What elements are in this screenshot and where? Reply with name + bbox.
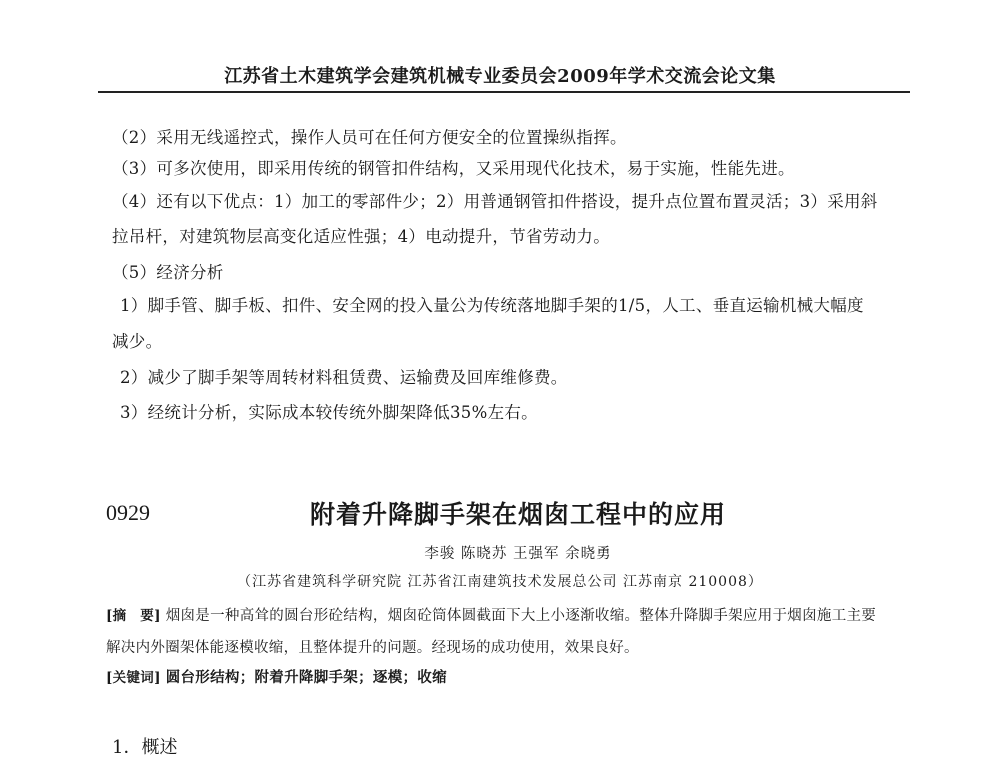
- section-heading: 1．概述: [112, 737, 178, 758]
- article-affiliation: （江苏省建筑科学研究院 江苏省江南建筑技术发展总公司 江苏南京 210008）: [237, 574, 763, 590]
- keywords-label: [关键词]: [106, 670, 161, 686]
- prev-line-6: 1）脚手管、脚手板、扣件、安全网的投入量公为传统落地脚手架的1/5，人工、垂直运输机械大幅度: [120, 296, 864, 315]
- prev-line-1: （2）采用无线遥控式，操作人员可在任何方便安全的位置操纵指挥。: [112, 128, 627, 147]
- article-authors: 李骏 陈晓苏 王强军 余晓勇: [424, 546, 612, 562]
- abstract-label: [摘 要]: [106, 608, 161, 624]
- header-rule: [98, 91, 910, 93]
- prev-line-5: （5）经济分析: [112, 263, 224, 282]
- prev-line-9: 3）经统计分析，实际成本较传统外脚架降低35%左右。: [120, 403, 538, 422]
- keywords-line: [106, 666, 447, 687]
- prev-line-7: 减少。: [112, 332, 163, 351]
- prev-line-8: 2）减少了脚手架等周转材料租赁费、运输费及回库维修费。: [120, 368, 568, 387]
- prev-line-2: （3）可多次使用，即采用传统的钢管扣件结构，又采用现代化技术，易于实施，性能先进。: [112, 159, 795, 178]
- prev-line-4: 拉吊杆，对建筑物层高变化适应性强；4）电动提升，节省劳动力。: [112, 227, 610, 246]
- running-header: 江苏省土木建筑学会建筑机械专业委员会2009年学术交流会论文集: [224, 66, 776, 87]
- article-title: 附着升降脚手架在烟囱工程中的应用: [309, 500, 726, 529]
- abstract-text-1: 烟囱是一种高耸的圆台形砼结构，烟囱砼筒体圆截面下大上小逐渐收缩。整体升降脚手架应用于烟囱施工主要: [165, 608, 877, 624]
- keywords-text: 圆台形结构；附着升降脚手架；逐模；收缩: [165, 669, 447, 686]
- prev-line-3: （4）还有以下优点：1）加工的零部件少；2）用普通钢管扣件搭设，提升点位置布置灵活；3）采用斜: [112, 192, 878, 211]
- abstract-line-2: 解决内外圈架体能逐模收缩，且整体提升的问题。经现场的成功使用，效果良好。: [106, 640, 639, 656]
- article-number: 0929: [106, 500, 150, 525]
- abstract-line-1: [106, 604, 876, 625]
